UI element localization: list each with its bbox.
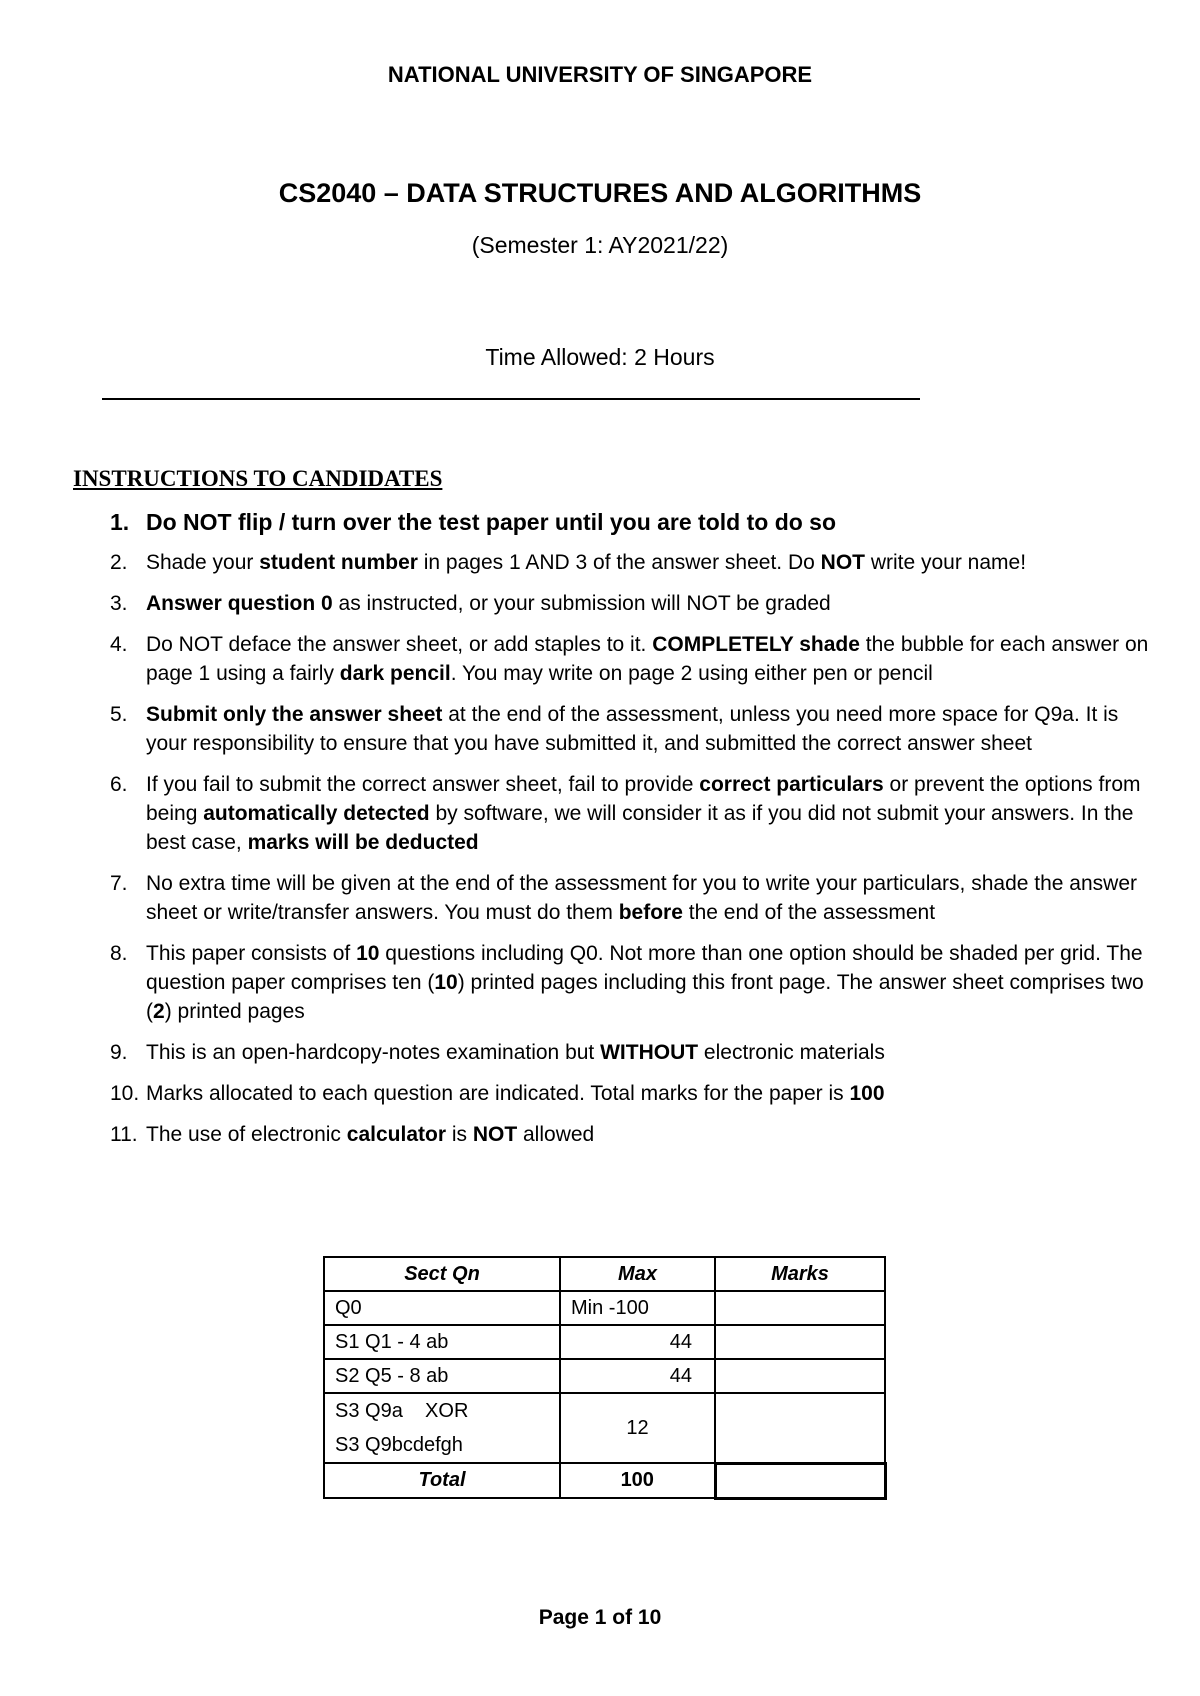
instruction-text: This is an open-hardcopy-notes examination but [146, 1041, 601, 1064]
instruction-emphasis: 10 [356, 942, 380, 965]
university-name: NATIONAL UNIVERSITY OF SINGAPORE [387, 62, 813, 87]
sect-line: S3 Q9bcdefgh [335, 1434, 463, 1456]
max-cell: 12 [560, 1393, 715, 1463]
instruction-text: Shade your [146, 551, 260, 574]
total-max: 100 [560, 1463, 715, 1498]
instruction-number: 1. [110, 509, 130, 535]
table-row [324, 1291, 885, 1325]
instruction-text: electronic materials [698, 1041, 885, 1064]
instruction-emphasis: COMPLETELY shade [652, 633, 860, 656]
instruction-emphasis: correct particulars [699, 773, 884, 796]
instruction-emphasis: WITHOUT [600, 1041, 699, 1064]
instruction-text: the end of the assessment [682, 901, 936, 924]
header-marks: Marks [715, 1257, 885, 1291]
instruction-text: This paper consists of [146, 942, 357, 965]
instruction-text: Do NOT deface the answer sheet, or add staples to it. [146, 633, 653, 656]
instruction-text: is [446, 1123, 473, 1146]
instruction-text: ) printed pages [164, 1000, 305, 1023]
instruction-item [100, 589, 1150, 618]
instruction-emphasis: NOT [820, 551, 865, 574]
instruction-number: 11. [110, 1123, 138, 1146]
instruction-emphasis: calculator [346, 1123, 446, 1146]
sect-cell [324, 1393, 560, 1463]
max-cell: 44 [560, 1325, 715, 1359]
instruction-item [100, 700, 1150, 758]
marks-cell [715, 1291, 885, 1325]
instructions-list [100, 506, 1150, 1161]
marks-cell [715, 1325, 885, 1359]
instruction-emphasis: automatically detected [203, 802, 430, 825]
instruction-number: 2. [110, 551, 128, 574]
sect-cell: Q0 [324, 1291, 560, 1325]
total-marks-box [715, 1463, 885, 1498]
instruction-emphasis: NOT [472, 1123, 518, 1146]
instruction-text: write your name! [864, 551, 1027, 574]
instruction-item [100, 939, 1150, 1026]
instruction-item [100, 548, 1150, 577]
instruction-number: 5. [110, 703, 128, 726]
instruction-number: 3. [110, 592, 128, 615]
instruction-item [100, 1120, 1150, 1149]
sect-cell: S1 Q1 - 4 ab [324, 1325, 560, 1359]
instruction-text: If you fail to submit the correct answer sheet, fail to provide [146, 773, 700, 796]
sect-line: S3 Q9a XOR [335, 1400, 469, 1422]
instruction-text: No extra time will be given at the end of the assessment for you to write your particulars, shade the answer sheet or write/transfer answers. You must do them [146, 872, 1137, 924]
instruction-emphasis: before [618, 901, 683, 924]
instruction-emphasis: dark pencil [339, 662, 451, 685]
instruction-emphasis: marks will be deducted [247, 831, 479, 854]
marks-table [323, 1256, 887, 1500]
instruction-item [100, 1038, 1150, 1067]
instruction-item [100, 506, 1150, 538]
instruction-text: allowed [517, 1123, 595, 1146]
instruction-emphasis: 2 [153, 1000, 165, 1023]
instruction-text: The use of electronic [146, 1123, 347, 1146]
table-row [324, 1359, 885, 1393]
time-allowed: Time Allowed: 2 Hours [485, 344, 715, 370]
instruction-text: as instructed, or your submission will NOT be graded [332, 592, 831, 615]
page-number: Page 1 of 10 [538, 1606, 662, 1629]
instruction-text: Marks allocated to each question are indicated. Total marks for the paper is [146, 1082, 850, 1105]
instruction-text: Do NOT flip / turn over the test paper until you are told to do so [146, 509, 837, 535]
total-label: Total [324, 1463, 560, 1498]
instruction-text: in pages 1 AND 3 of the answer sheet. Do [417, 551, 821, 574]
instruction-number: 7. [110, 872, 128, 895]
sect-cell: S2 Q5 - 8 ab [324, 1359, 560, 1393]
table-header-row [324, 1257, 885, 1291]
course-title: CS2040 – DATA STRUCTURES AND ALGORITHMS [278, 178, 922, 208]
table-total-row [324, 1463, 885, 1498]
instruction-item [100, 770, 1150, 857]
instruction-number: 8. [110, 942, 128, 965]
instruction-item [100, 869, 1150, 927]
marks-cell [715, 1393, 885, 1463]
instruction-text: the bubble for each answer on page 1 using a fairly [146, 633, 1149, 685]
instruction-text: questions including Q0. Not more than one option should be shaded per grid. The question paper comprises ten ( [146, 942, 1143, 994]
instruction-emphasis: student number [259, 551, 418, 574]
instruction-number: 10. [110, 1082, 140, 1105]
table-row [324, 1393, 885, 1463]
instructions-heading: INSTRUCTIONS TO CANDIDATES [73, 466, 443, 491]
instruction-text: at the end of the assessment, unless you need more space for Q9a. It is your responsibility to ensure that you have submitted it, and submitted the correct answer sheet [146, 703, 1119, 755]
header-sect-qn: Sect Qn [324, 1257, 560, 1291]
max-cell: Min -100 [560, 1291, 715, 1325]
instruction-emphasis: Answer question 0 [146, 592, 333, 615]
instruction-emphasis: 100 [849, 1082, 885, 1105]
instruction-item [100, 1079, 1150, 1108]
instruction-text: ) printed pages including this front page. The answer sheet comprises two ( [146, 971, 1144, 1023]
instruction-number: 4. [110, 633, 128, 656]
semester-label: (Semester 1: AY2021/22) [471, 232, 729, 258]
instruction-text: or prevent the options from being [146, 773, 1141, 825]
instruction-item [100, 630, 1150, 688]
instruction-emphasis: 10 [434, 971, 458, 994]
instruction-number: 9. [110, 1041, 128, 1064]
instruction-number: 6. [110, 773, 128, 796]
max-cell: 44 [560, 1359, 715, 1393]
header-divider [102, 398, 920, 400]
instruction-text: by software, we will consider it as if you did not submit your answers. In the best case, [146, 802, 1134, 854]
marks-cell [715, 1359, 885, 1393]
header-max: Max [560, 1257, 715, 1291]
table-row [324, 1325, 885, 1359]
instruction-emphasis: Submit only the answer sheet [146, 703, 443, 726]
instruction-text: . You may write on page 2 using either pen or pencil [450, 662, 933, 685]
